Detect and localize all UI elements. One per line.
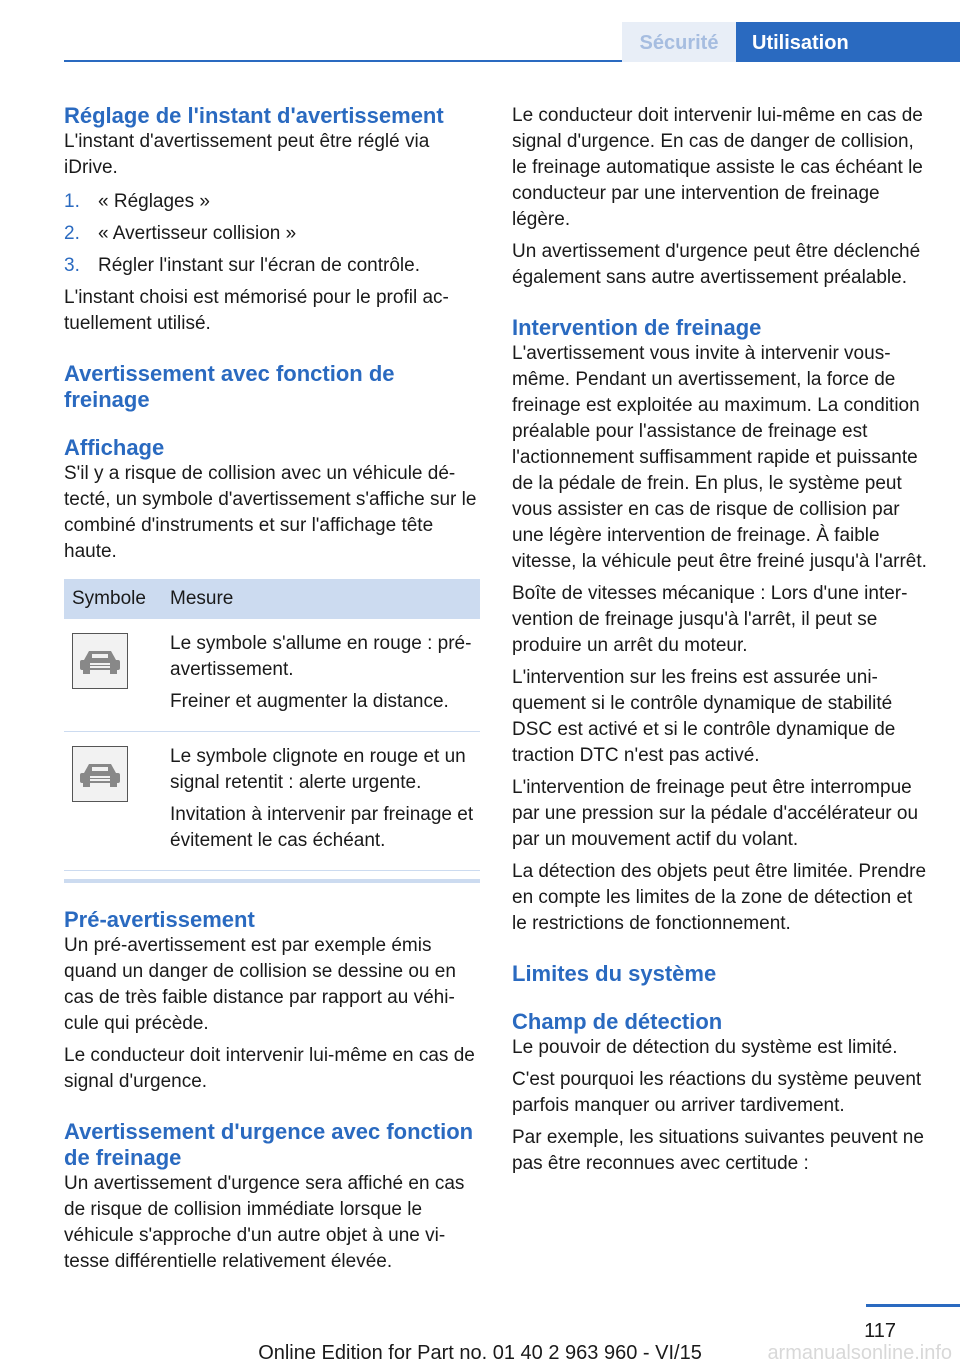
paragraph-avertissement-urgence: Un avertissement d'urgence sera affiché en cas de risque de collision immédiate lorsque le véhicule s'approche d'un autre objet à une vitesse différentielle relativement élevée. bbox=[64, 1173, 465, 1272]
heading-champ-detection: Champ de détection bbox=[512, 1009, 723, 1034]
paragraph-dsc-dtc: L'intervention sur les freins est assurée uniquement si le contrôle dynamique de stabilité DSC est activé et si le contrôle dynamique de traction DTC n'est pas activé. bbox=[512, 667, 896, 766]
car-warning-icon bbox=[72, 746, 128, 802]
symbol-cell bbox=[64, 619, 170, 732]
step-text: « Réglages » bbox=[98, 191, 210, 212]
list-item bbox=[64, 189, 480, 215]
paragraph-reactions: C'est pourquoi les réactions du système peuvent parfois manquer ou arriver tardivement. bbox=[512, 1069, 922, 1116]
table-row bbox=[64, 619, 480, 732]
steps-list bbox=[64, 189, 480, 279]
measure-text: Freiner et augmenter la distance. bbox=[170, 691, 449, 712]
paragraph-pre-avertissement-1: Un pré-avertissement est par exemple émis quand un danger de collision se dessine ou en cas de très faible distance par rapport au véhicule qui précède. bbox=[64, 935, 456, 1034]
edition-footer: Online Edition for Part no. 01 40 2 963 960 - VI/15 bbox=[258, 1342, 702, 1364]
column-header-symbole: Symbole bbox=[64, 579, 170, 619]
footer-rule bbox=[866, 1304, 960, 1307]
heading-intervention-freinage: Intervention de freinage bbox=[512, 315, 762, 340]
symbol-cell bbox=[64, 732, 170, 871]
left-column bbox=[64, 103, 480, 1281]
heading-pre-avertissement: Pré-avertissement bbox=[64, 907, 255, 932]
step-number: 2. bbox=[64, 223, 80, 244]
table-end-rule bbox=[64, 879, 480, 883]
table-row bbox=[64, 732, 480, 871]
step-text: « Avertisseur collision » bbox=[98, 223, 297, 244]
step-number: 1. bbox=[64, 191, 80, 212]
list-item bbox=[64, 253, 480, 279]
symbol-table bbox=[64, 579, 480, 871]
right-column bbox=[512, 103, 928, 1183]
page-number: 117 bbox=[864, 1320, 896, 1342]
measure-text: Invitation à intervenir par freinage et évitement le cas échéant. bbox=[170, 804, 474, 851]
paragraph-intervention-conducteur: Le conducteur doit intervenir lui-même en cas de signal d'urgence. En cas de danger de collision, le freinage automatique assiste le cas échéant le conducteur par une intervention de freinage légère. bbox=[512, 105, 923, 230]
measure-cell bbox=[170, 619, 480, 732]
car-warning-icon bbox=[72, 633, 128, 689]
paragraph-pouvoir-detection: Le pouvoir de détection du système est limité. bbox=[512, 1037, 898, 1058]
paragraph-boite-vitesses: Boîte de vitesses mécanique : Lors d'une intervention de freinage jusqu'à l'arrêt, il peut se produire un arrêt du moteur. bbox=[512, 583, 908, 656]
paragraph-affichage: S'il y a risque de collision avec un véhicule détecté, un symbole d'avertissement s'affiche sur le combiné d'instruments et sur l'affichage tête haute. bbox=[64, 463, 477, 562]
list-item bbox=[64, 221, 480, 247]
tab-utilisation[interactable] bbox=[736, 22, 960, 62]
table-header-row bbox=[64, 579, 480, 619]
measure-cell bbox=[170, 732, 480, 871]
heading-affichage: Affichage bbox=[64, 435, 165, 460]
watermark: armanualsonline.info bbox=[767, 1342, 952, 1364]
paragraph-intervention: L'avertissement vous invite à intervenir vous-même. Pendant un avertissement, la force de freinage est exploitée au maximum. La condition préalable pour l'assistance de freinage est l'actionnement suffisamment rapide et puissante de la pédale de frein. En plus, le système peut vous assister en cas de risque de collision par une légère intervention de freinage. À faible vitesse, la véhicule peut être freiné jusqu'à l'arrêt. bbox=[512, 343, 927, 572]
measure-text: Le symbole clignote en rouge et un signal retentit : alerte urgente. bbox=[170, 746, 466, 793]
column-header-mesure: Mesure bbox=[170, 579, 480, 619]
paragraph-reglage: L'instant d'avertissement peut être réglé via iDrive. bbox=[64, 131, 430, 178]
step-number: 3. bbox=[64, 255, 80, 276]
paragraph-situations: Par exemple, les situations suivantes peuvent ne pas être reconnues avec certitude : bbox=[512, 1127, 924, 1174]
heading-avertissement-freinage: Avertissement avec fonction de freinage bbox=[64, 361, 395, 412]
heading-reglage: Réglage de l'instant d'avertissement bbox=[64, 103, 444, 128]
heading-avertissement-urgence: Avertissement d'urgence avec fonction de freinage bbox=[64, 1119, 474, 1170]
paragraph-declenchement: Un avertissement d'urgence peut être déclenché également sans autre avertissement préalable. bbox=[512, 241, 921, 288]
heading-limites-systeme: Limites du système bbox=[512, 961, 717, 986]
paragraph-memorise: L'instant choisi est mémorisé pour le profil actuellement utilisé. bbox=[64, 287, 449, 334]
paragraph-pre-avertissement-2: Le conducteur doit intervenir lui-même en cas de signal d'urgence. bbox=[64, 1045, 475, 1092]
tab-utilisation-label: Utilisation bbox=[752, 32, 849, 54]
tab-securite[interactable]: Sécurité bbox=[622, 22, 736, 62]
paragraph-detection-limitee: La détection des objets peut être limitée. Prendre en compte les limites de la zone de détection et le restrictions de fonctionnement. bbox=[512, 861, 927, 934]
paragraph-interruption: L'intervention de freinage peut être interrompue par une pression sur la pédale d'accélérateur ou par un mouvement actif du volant. bbox=[512, 777, 919, 850]
step-text: Régler l'instant sur l'écran de contrôle. bbox=[98, 255, 420, 276]
measure-text: Le symbole s'allume en rouge : pré-avertissement. bbox=[170, 633, 472, 680]
